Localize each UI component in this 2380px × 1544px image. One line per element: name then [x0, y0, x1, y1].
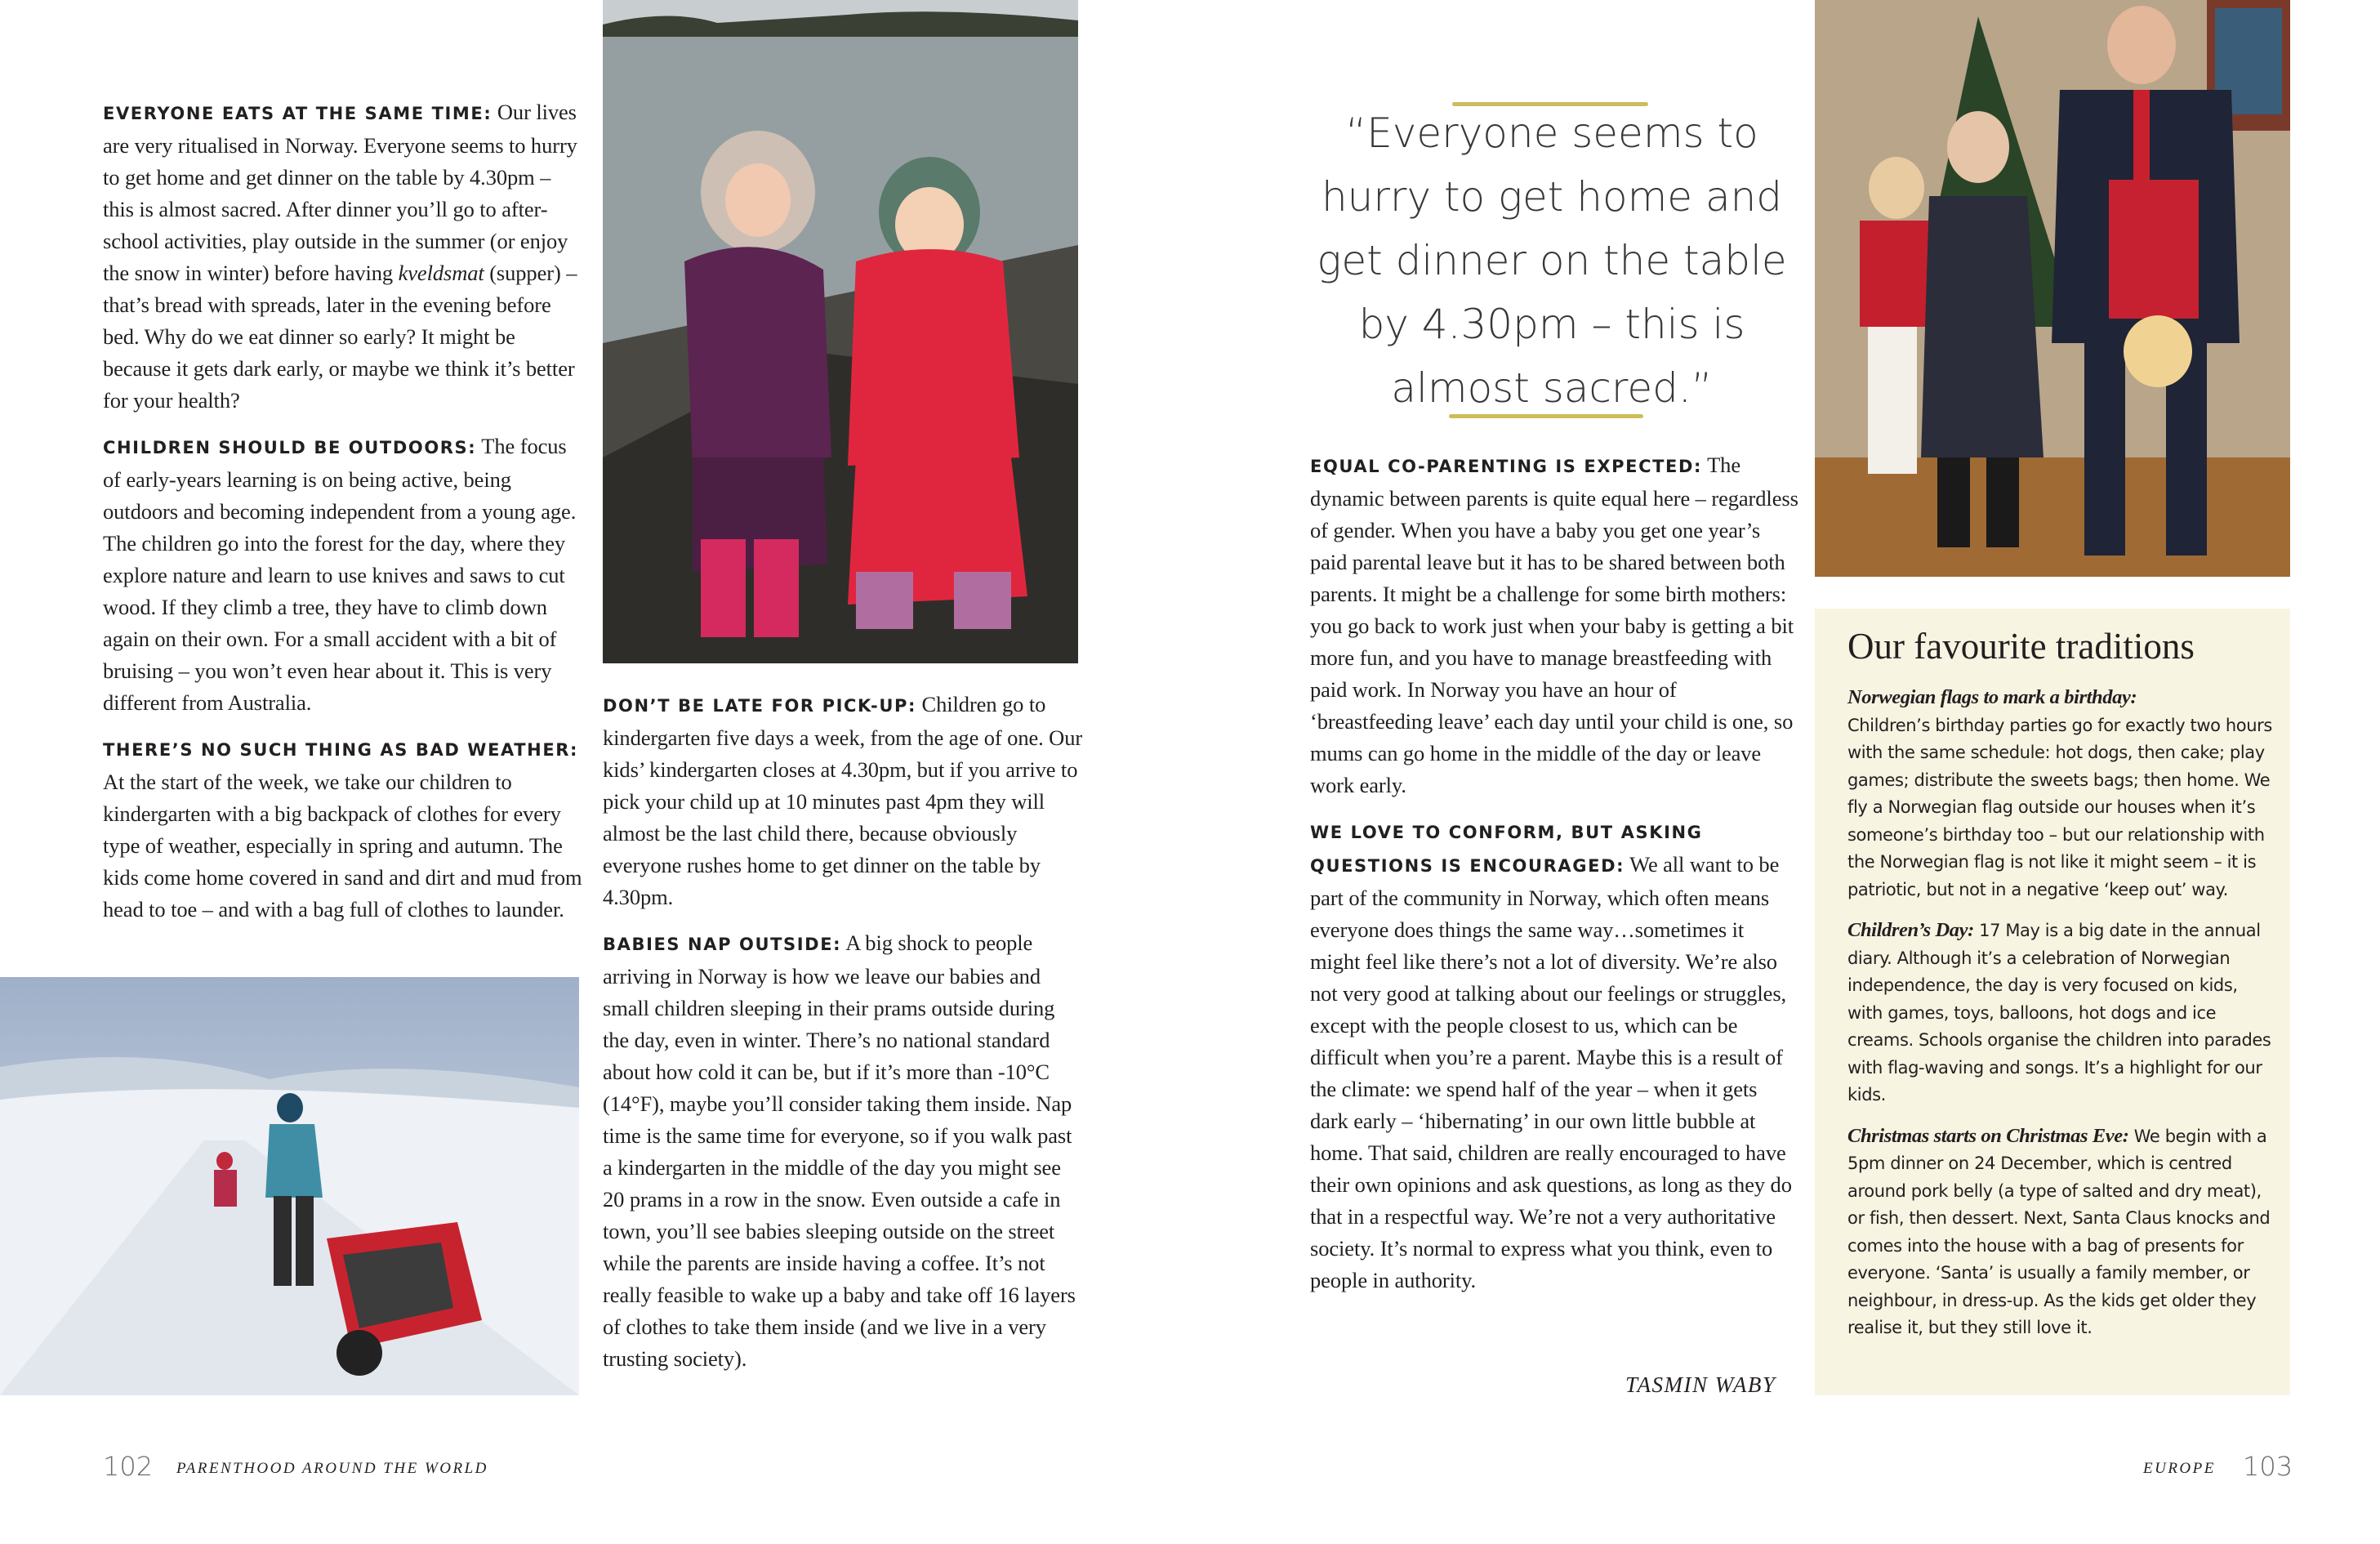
- page-number-right: 103: [2243, 1451, 2293, 1482]
- paragraph-bad-weather: THERE’S NO SUCH THING AS BAD WEATHER: At the start of the week, we take our children to kindergarten with a big backpack of clothes for every type of weather, especially in spring and autumn. The kids come home covered in sand and dirt and mud from head to toe – and with a bag full of clothes to launder.: [103, 740, 582, 921]
- right-column-1: [1310, 449, 1798, 1310]
- sidebar-body: [1847, 684, 2272, 1355]
- sidebar-item: Children’s Day: 17 May is a big date in the annual diary. Although it’s a celebration of Norwegian independence, the day is very focused on kids, with games, toys, balloons, hot dogs and ice creams. Schools organise the children into parades with flag-waving and songs. It’s a highlight for our kids.: [1847, 919, 2271, 1104]
- page-number-left: 102: [103, 1451, 154, 1482]
- paragraph-eats-same-time: EVERYONE EATS AT THE SAME TIME: Our lives are very ritualised in Norway. Everyone seems to hurry to get home and get dinner on the table by 4.30pm – this is almost sacred. After dinner you’ll go to after-school activities, play outside in the summer (or enjoy the snow in winter) before having kveldsmat (supper) – that’s bread with spreads, later in the evening before bed. Why do we eat dinner so early? It might be because it gets dark early, or maybe we think it’s better for your health?: [103, 100, 577, 413]
- paragraph-pick-up: DON’T BE LATE FOR PICK-UP: Children go to kindergarten five days a week, from the age of one. Our kids’ kindergarten closes at 4.30pm, but if you arrive to pick your child up at 10 minutes past 4pm they will almost be the last child there, because obviously everyone rushes home to get dinner on the table by 4.30pm.: [603, 692, 1083, 909]
- paragraph-outdoors: CHILDREN SHOULD BE OUTDOORS: The focus of early-years learning is on being active, being outdoors and becoming independent from a young age. The children go into the forest for the day, where they explore nature and learn to use knives and saws to cut wood. If they climb a tree, they have to climb down again on their own. For a small accident with a bit of bruising – you won’t even hear about it. This is very different from Australia.: [103, 434, 577, 715]
- running-title-right: EUROPE: [2143, 1460, 2216, 1477]
- photo-family-christmas: [1815, 0, 2290, 577]
- sidebar-title: Our favourite traditions: [1847, 626, 2195, 667]
- photo-cross-country-skiing: [0, 977, 579, 1395]
- paragraph-nap-outside: BABIES NAP OUTSIDE: A big shock to people arriving in Norway is how we leave our babies and small children sleeping in their prams outside during the day, even in winter. There’s no national standard about how cold it can be, but if it’s more than -10°C (14°F), maybe you’ll consider taking them inside. Nap time is the same time for everyone, so if you walk past a kindergarten in the middle of the day you might see 20 prams in a row in the snow. Even outside a cafe in town, you’ll see babies sleeping outside on the street while the parents are inside having a coffee. It’s not really feasible to wake up a baby and take off 16 layers of clothes to take them inside (and we live in a very trusting society).: [603, 930, 1076, 1371]
- running-title-left: PARENTHOOD AROUND THE WORLD: [176, 1460, 488, 1477]
- pull-quote: “Everyone seems to hurry to get home and get dinner on the table by 4.30pm – this is almost sacred.”: [1317, 109, 1787, 412]
- quote-rule-bottom: [1449, 414, 1643, 418]
- paragraph-conform: WE LOVE TO CONFORM, BUT ASKING QUESTIONS IS ENCOURAGED: We all want to be part of the community in Norway, which often means everyone does things the same way…sometimes it might feel like there’s not a lot of diversity. We’re also not very good at talking about our feelings or struggles, except with the people closest to us, which can be difficult when you’re a parent. Maybe this is a result of the climate: we spend half of the year – when it gets dark early – ‘hibernating’ in our own little bubble at home. That said, children are really encouraged to have their own opinions and ask questions, as long as they do that in a respectful way. We’re not a very authoritative society. It’s normal to express what you think, even to people in authority.: [1310, 823, 1792, 1292]
- left-column-1: [103, 96, 583, 939]
- sidebar-favourite-traditions: [1815, 609, 2290, 1395]
- paragraph-co-parenting: EQUAL CO-PARENTING IS EXPECTED: The dynamic between parents is quite equal here – regardless of gender. When you have a baby you get one year’s paid parental leave but it has to be shared between both parents. It might be a challenge for some birth mothers: you go back to work just when your baby is getting a bit more fun, and you have to manage breastfeeding with paid work. In Norway you have an hour of ‘breastfeeding leave’ each day until your child is one, so mums can go home in the middle of the day or leave work early.: [1310, 453, 1798, 797]
- author-byline: TASMIN WABY: [1625, 1372, 1776, 1397]
- left-column-2: [603, 689, 1083, 1389]
- photo-children-by-water: [603, 0, 1078, 663]
- sidebar-item: Norwegian flags to mark a birthday: Children’s birthday parties go for exactly two hours with the same schedule: hot dogs, then cake; play games; distribute the sweets bags; then home. We fly a Norwegian flag outside our houses when it’s someone’s birthday too – but our relationship with the Norwegian flag is not like it might seem – it is patriotic, but not in a negative ‘keep out’ way.: [1847, 686, 2272, 899]
- sidebar-item: Christmas starts on Christmas Eve: We begin with a 5pm dinner on 24 December, which is centred around pork belly (a type of salted and dry meat), or fish, then dessert. Next, Santa Claus knocks and comes into the house with a bag of presents for everyone. ‘Santa’ is usually a family member, or neighbour, in dress-up. As the kids get older they realise it, but they still love it.: [1847, 1124, 2271, 1337]
